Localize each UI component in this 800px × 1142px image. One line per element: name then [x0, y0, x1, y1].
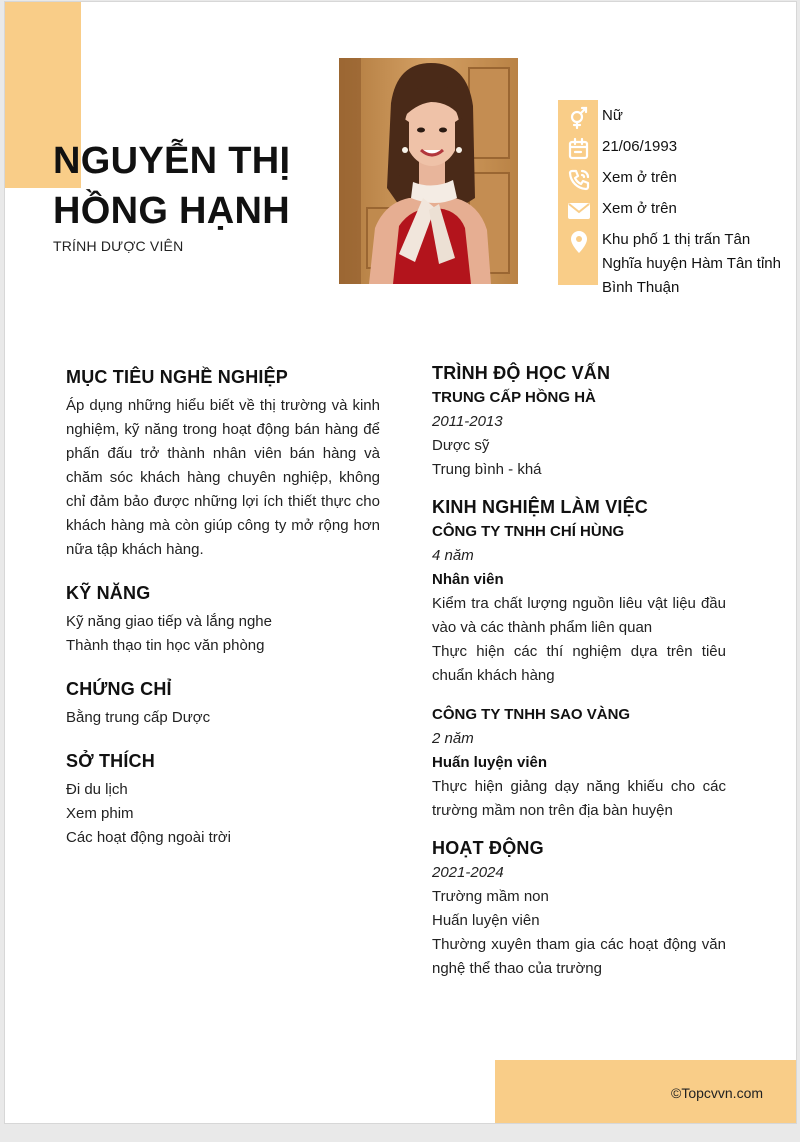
- job-description: Thực hiện giảng dạy năng khiếu cho các trường mầm non trên địa bàn huyện: [432, 778, 726, 819]
- objective-text: Áp dụng những hiểu biết về thị trường và kinh nghiệm, kỹ năng trong hoạt động bán hàng để phấn đấu trở thành nhân viên bán hàng và chăm sóc khách hàng chuyên nghiệp, không chỉ đảm bảo được những lợi ích thiết thực cho khách hàng mà còn giúp công ty mở rộng hơn nữa tập khách hàng.: [66, 397, 380, 558]
- location-icon: [567, 230, 591, 254]
- company-name: CÔNG TY TNHH SAO VÀNG: [432, 706, 631, 723]
- phone-text: Xem ở trên: [602, 169, 677, 186]
- right-column: [432, 360, 726, 981]
- certificates-heading: CHỨNG CHỈ: [66, 679, 172, 699]
- name-line-2: HỒNG HẠNH: [53, 190, 291, 232]
- copyright-text: ©Topcvvn.com: [671, 1085, 764, 1101]
- gender-icon: [567, 106, 591, 130]
- objective-heading: MỤC TIÊU NGHỀ NGHIỆP: [66, 367, 289, 387]
- profile-photo: [339, 58, 518, 284]
- job-duration: 4 năm: [432, 547, 474, 564]
- education-major: Dược sỹ: [432, 437, 490, 454]
- job-position: Huấn luyện viên: [432, 754, 548, 771]
- hobbies-section: [66, 748, 380, 850]
- gender-text: Nữ: [602, 107, 623, 124]
- cv-page: [4, 1, 797, 1124]
- hobby-item: Các hoạt động ngoài trời: [66, 829, 231, 846]
- hobby-item: Đi du lịch: [66, 781, 128, 798]
- phone-icon: [567, 168, 591, 192]
- email-icon: [567, 199, 591, 223]
- certificates-section: [66, 676, 380, 730]
- skill-item: Thành thạo tin học văn phòng: [66, 637, 265, 654]
- calendar-icon: [567, 137, 591, 161]
- name-line-1: NGUYỄN THỊ: [53, 140, 291, 182]
- activity-item: Trường mầm non: [432, 888, 549, 905]
- company-name: CÔNG TY TNHH CHÍ HÙNG: [432, 523, 625, 540]
- left-column: [66, 364, 380, 868]
- activities-period: 2021-2024: [432, 864, 504, 881]
- activities-heading: HOẠT ĐỘNG: [432, 838, 544, 858]
- job-description: Thực hiện các thí nghiệm dựa trên tiêu chuẩn khách hàng: [432, 643, 726, 684]
- experience-section: [432, 494, 726, 823]
- skill-item: Kỹ năng giao tiếp và lắng nghe: [66, 613, 272, 630]
- skills-section: [66, 580, 380, 658]
- hobby-item: Xem phim: [66, 805, 134, 822]
- job-title: TRÍNH DƯỢC VIÊN: [53, 238, 184, 254]
- job-duration: 2 năm: [432, 730, 474, 747]
- dob-text: 21/06/1993: [602, 138, 678, 155]
- skills-heading: KỸ NĂNG: [66, 583, 151, 603]
- experience-job: [432, 520, 726, 688]
- activities-section: [432, 835, 726, 981]
- job-description: Kiểm tra chất lượng nguồn liêu vật liệu đầu vào và các thành phẩm liên quan: [432, 595, 726, 636]
- education-period: 2011-2013: [432, 413, 503, 430]
- candidate-name: [53, 136, 343, 236]
- experience-job: [432, 703, 726, 823]
- activity-item: Thường xuyên tham gia các hoạt động văn nghệ thể thao của trường: [432, 936, 726, 977]
- email-text: Xem ở trên: [602, 200, 677, 217]
- job-position: Nhân viên: [432, 571, 504, 588]
- address-text: Khu phố 1 thị trấn Tân Nghĩa huyện Hàm Tân tỉnh Bình Thuận: [602, 231, 781, 296]
- certificate-item: Bằng trung cấp Dược: [66, 709, 211, 726]
- education-grade: Trung bình - khá: [432, 461, 542, 478]
- activity-item: Huấn luyện viên: [432, 912, 540, 929]
- hobbies-heading: SỞ THÍCH: [66, 751, 155, 771]
- education-heading: TRÌNH ĐỘ HỌC VẤN: [432, 363, 611, 383]
- experience-heading: KINH NGHIỆM LÀM VIỆC: [432, 497, 649, 517]
- education-section: [432, 360, 726, 482]
- objective-section: [66, 364, 380, 562]
- school-name: TRUNG CẤP HỒNG HÀ: [432, 389, 596, 406]
